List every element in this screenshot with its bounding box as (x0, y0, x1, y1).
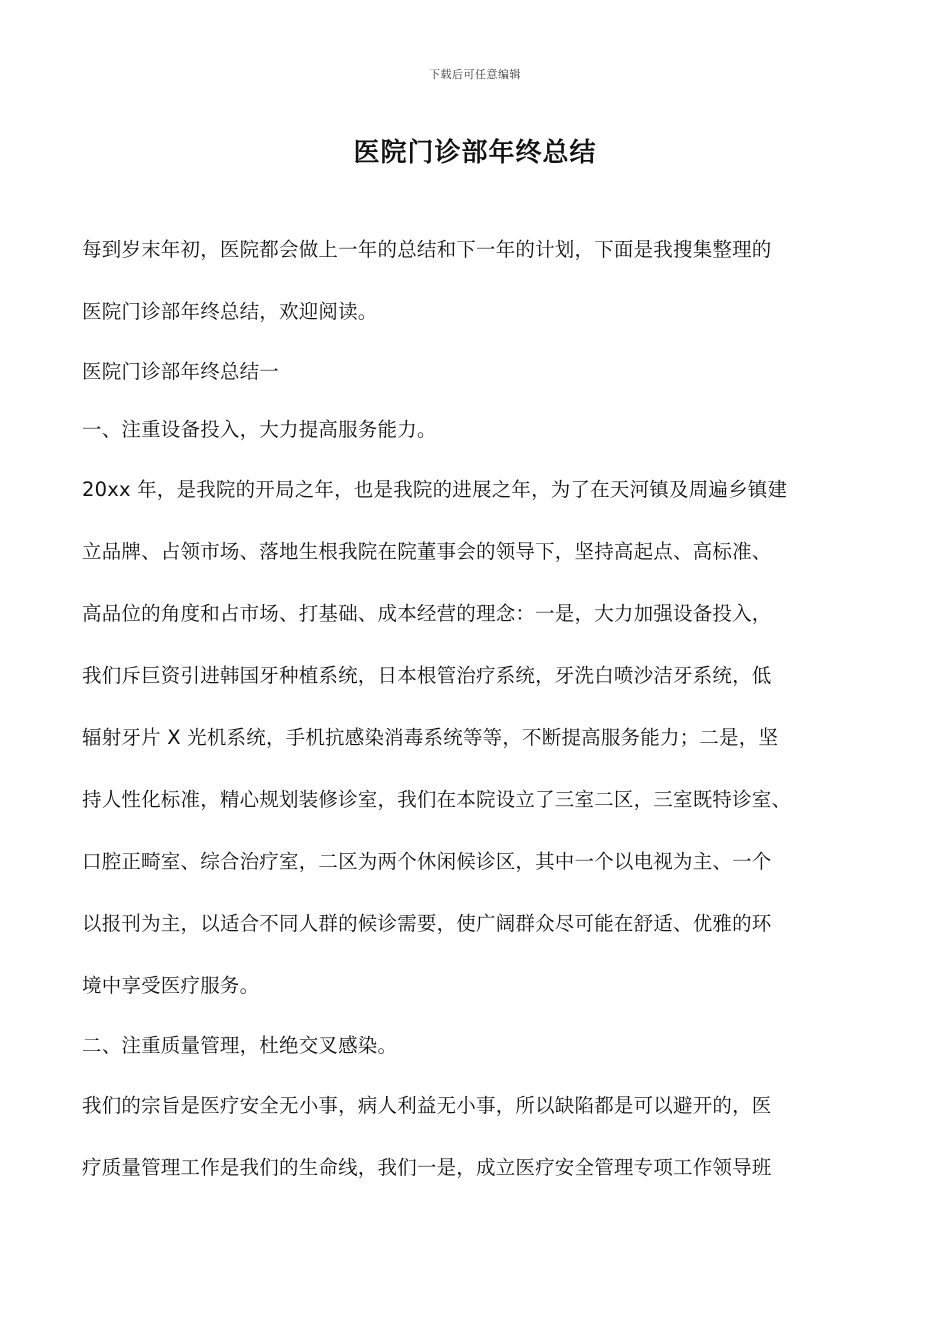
document-title: 医院门诊部年终总结 (353, 138, 597, 168)
paragraph-line: 我们斥巨资引进韩国牙种植系统，日本根管治疗系统，牙洗白喷沙洁牙系统，低 (82, 664, 772, 687)
document-body (82, 219, 878, 1199)
paragraph-line: 辐射牙片 X 光机系统，手机抗感染消毒系统等等，不断提高服务能力；二是，坚 (82, 726, 779, 749)
paragraph-line: 20xx 年，是我院的开局之年，也是我院的进展之年，为了在天河镇及周遍乡镇建 (82, 478, 788, 501)
section-heading: 二、注重质量管理，杜绝交叉感染。 (82, 1034, 398, 1057)
paragraph-line: 持人性化标准，精心规划装修诊室，我们在本院设立了三室二区，三室既特诊室、 (82, 788, 792, 811)
paragraph-line: 立品牌、占领市场、落地生根我院在院董事会的领导下，坚持高起点、高标准、 (82, 540, 772, 563)
paragraph-line: 高品位的角度和占市场、打基础、成本经营的理念：一是，大力加强设备投入， (82, 602, 772, 625)
section-heading: 一、注重设备投入，大力提高服务能力。 (82, 418, 437, 441)
header-note: 下载后可任意编辑 (429, 68, 521, 81)
paragraph-line: 我们的宗旨是医疗安全无小事，病人利益无小事，所以缺陷都是可以避开的，医 (82, 1094, 772, 1117)
paragraph-line: 疗质量管理工作是我们的生命线，我们一是，成立医疗安全管理专项工作领导班 (82, 1156, 772, 1179)
paragraph-line: 境中享受医疗服务。 (82, 974, 260, 997)
section-subtitle: 医院门诊部年终总结一 (82, 360, 280, 383)
paragraph-line: 医院门诊部年终总结，欢迎阅读。 (82, 300, 378, 323)
paragraph-line: 口腔正畸室、综合治疗室，二区为两个休闲候诊区，其中一个以电视为主、一个 (82, 850, 772, 873)
paragraph-line: 每到岁末年初，医院都会做上一年的总结和下一年的计划，下面是我搜集整理的 (82, 238, 772, 261)
paragraph-line: 以报刊为主，以适合不同人群的候诊需要，使广阔群众尽可能在舒适、优雅的环 (82, 912, 772, 935)
